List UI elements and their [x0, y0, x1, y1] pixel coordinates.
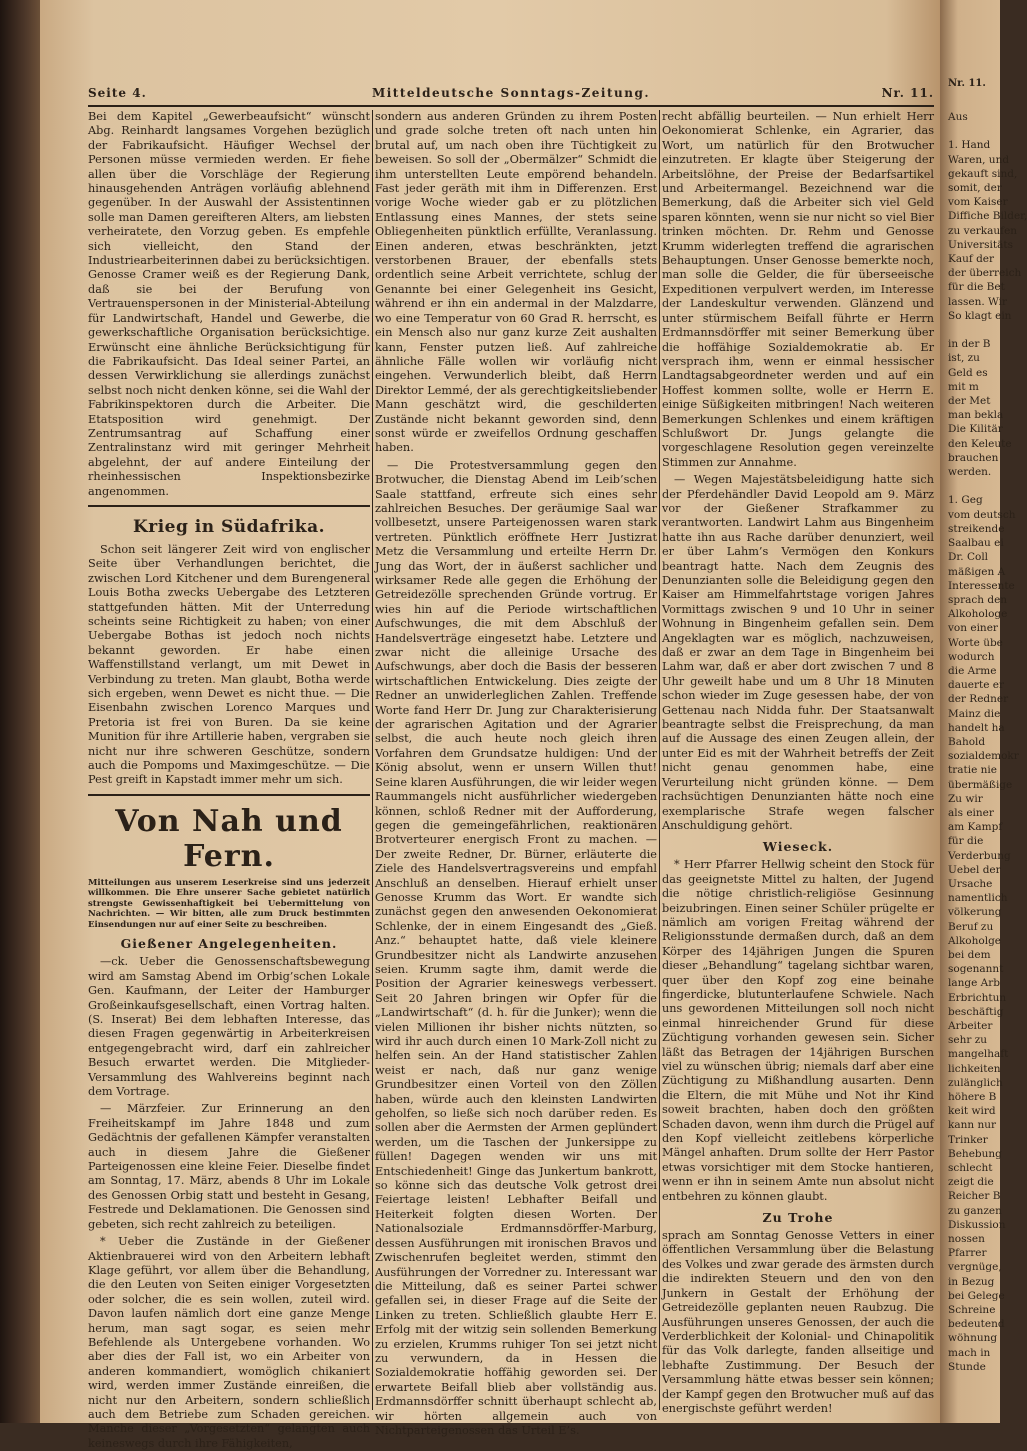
article-text: sprach am Sonntag Genosse Vetters in einer öffentlichen Versammlung über die Belastung des Volkes und zwar gerade des ärmsten durch die indirekten Steuern und den von den Junkern in Gestalt der Erhöhung der Getreidezölle geplanten neuen Raubzug. Die Ausführungen unseres Genossen, der auch die Verderblichkeit der Kolonial- und Chinapolitik für das Volk darlegte, fanden allseitige und lebhafte Zustimmung. Der Besuch der Versammlung hätte etwas besser sein können; der Kampf gegen den Brotwucher muß auf das energischste geführt werden!: [662, 1229, 934, 1415]
column-divider: [372, 110, 373, 1410]
section-rule: [88, 794, 370, 796]
subheading-giessen: Gießener Angelegenheiten.: [120, 936, 338, 952]
article-text: * Herr Pfarrer Hellwig scheint den Stock für das geeignetste Mittel zu halten, der Jugend die nötige christlich-religiöse Gesinnung beizubringen. Einen seiner Schüler prügelte er nämlich am vorigen Freitag während der Religionsstunde dermaßen durch, daß an dem Körper des 14jährigen Jungen die Spuren dieser „Behandlung“ tagelang sichtbar waren, quer über den Kopf zog eine beinahe fingerdicke, blutunterlaufene Schwiele. Nach uns gewordenen Mitteilungen soll noch nicht einmal hinreichender Grund für diese Züchtigung vorhanden gewesen sein. Sicher läßt das Betragen der 14jährigen Burschen viel zu wünschen übrig; niemals darf aber eine Züchtigung zu Mißhandlung ausarten. Denn die Eltern, die mit Mühe und Not ihr Kind soweit brachten, haben doch den größten Schaden davon, wenn ihm durch die Prügel auf den Kopf vielleicht zeitlebens körperliche Mängel anhaften. Drum sollte der Herr Pastor etwas vorsichtiger mit dem Stocke hantieren, wenn er ihn in seinem Amte nun absolut nicht entbehren zu können glaubt.: [662, 858, 934, 1203]
article-text: Bei dem Kapitel „Gewerbeaufsicht“ wünscht Abg. Reinhardt langsames Vorgehen bezüglich der Fabrikaufsicht. Häufiger Wechsel der Personen müsse vermieden werden. Er fiehe allen über die Vorschläge der Regierung hinausgehenden Anträgen vorläufig ablehnend gegenüber. In der Auswahl der Assistentinnen solle man Damen gereifteren Alters, am liebsten verheiratete, den Vorzug geben. Es empfehle sich vielleicht, den Stand der Industriearbeiterinnen dabei zu berücksichtigen. Genosse Cramer weiß es der Regierung Dank, daß sie bei der Berufung von Vertrauenspersonen in der Ministerial-Abteilung für Landwirtschaft, Handel und Gewerbe, die gewerkschaftliche Organisation berücksichtige. Erwünscht eine ähnliche Berücksichtigung für die Fabrikaufsicht. Das Ideal seiner Partei, an dessen Verwirklichung sie allerdings zunächst selbst noch nicht denken könne, sei die Wahl der Fabrikinspektoren durch die Arbeiter. Die Etatsposition wird genehmigt. Der Zentrumsantrag auf Schaffung einer Zentralinstanz wird mit geringer Mehrheit abgelehnt, der auf andere Einteilung der rheinhessischen Inspektionsbezirke angenommen.: [88, 110, 370, 498]
column-divider: [659, 110, 660, 1410]
issue-number: Nr. 11.: [881, 86, 934, 100]
header-rule: [88, 105, 934, 107]
article-text: — Wegen Majestätsbeleidigung hatte sich der Pferdehändler David Leopold am 9. März vor der Gießener Strafkammer zu verantworten. Landwirt Lahm aus Bingenheim hatte ihn aus Rache darüber denunziert, weil er über Lahm’s Vermögen den Konkurs beantragt hatte. Nach dem Zeugnis des Denunzianten solle die Beleidigung gegen den Kaiser am Himmelfahrtstage vorigen Jahres Vormittags zwischen 9 und 10 Uhr in seiner Wohnung in Bingenheim gefallen sein. Dem Angeklagten war es möglich, nachzuweisen, daß er zwar an dem Tage in Bingenheim bei Lahm war, daß er aber dort zwischen 7 und 8 Uhr geweilt habe und um 8 Uhr 18 Minuten schon wieder im Zuge gesessen habe, der von Gettenau nach Nidda fuhr. Der Staatsanwalt beantragte selbst die Freisprechung, da man auf die Aussage des einen Zeugen allein, der unter Eid es mit der Wahrheit betreffs der Zeit nicht genau genommen habe, eine Verurteilung nicht gründen könne. — Dem rachsüchtigen Denunzianten hätte noch eine exemplarische Strafe wegen falscher Anschuldigung gehört.: [662, 473, 934, 832]
column-2: [375, 110, 657, 1437]
newspaper-title: Mitteldeutsche Sonntags-Zeitung.: [371, 86, 651, 100]
book-spine: [0, 0, 40, 1423]
page-number: Seite 4.: [88, 86, 147, 100]
section-heading-von-nah-und-fern: Von Nah und Fern.: [115, 803, 343, 874]
article-text: recht abfällig beurteilen. — Nun erhielt Herr Oekonomierat Schlenke, ein Agrarier, das Wort, um natürlich für den Brotwucher einzutreten. Er klagte über Steigerung der Arbeitslöhne, der Preise der Bedarfsartikel und Arbeitermangel. Bezeichnend war die Bemerkung, daß die Arbeiter sich viel Geld sparen könnten, wenn sie nur nicht so viel Bier trinken möchten. Dr. Rehm und Genosse Krumm widerlegten treffend die agrarischen Behauptungen. Unser Genosse bemerkte noch, man solle die Gelder, die für überseeische Expeditionen verpulvert werden, im Interesse der Landeskultur verwenden. Glänzend und unter stürmischem Beifall führte er Herrn Erdmannsdörffer mit seiner Bemerkung über die hoffähige Sozialdemokratie ab. Er versprach ihm, wenn er einmal hessischer Landtagsabgeordneter werden und auf ein Hoffest kommen sollte, wolle er Herrn E. einige Süßigkeiten mitbringen! Nach weiteren Bemerkungen Schlenkes und einem kräftigen Schlußwort Dr. Jungs gelangte die vorgeschlagene Resolution gegen vereinzelte Stimmen zur Annahme.: [662, 110, 934, 469]
editorial-note: Mitteilungen aus unserem Leserkreise sind uns jederzeit willkommen. Die Ehre unserer Sache gebietet natürlich strengste Gewissenhaftigkeit bei Uebermittelung von Nachrichten. — Wir bitten, alle zum Druck bestimmten Einsendungen nur auf einer Seite zu beschreiben.: [88, 877, 370, 930]
column-1: [88, 110, 370, 1450]
article-text: sondern aus anderen Gründen zu ihrem Posten und grade solche treten oft nach unten hin brutal auf, um nach oben ihre Tüchtigkeit zu beweisen. So soll der „Obermälzer“ Schmidt die ihm unterstellten Leute empörend behandeln. Fast jeder geräth mit ihm in Differenzen. Erst vorige Woche wieder gab er zu plötzlichen Entlassung eines Mannes, der stets seine Obliegenheiten pünktlich erfüllte, Veranlassung. Einen anderen, etwas beschränkten, jetzt verstorbenen Brauer, der ebenfalls stets ordentlich seine Arbeit verrichtete, schlug der Genannte bei einer Gelegenheit ins Gesicht, während er ihn ein andermal in der Malzdarre, wo eine Temperatur von 60 Grad R. herrscht, es ein Mensch also nur ganz kurze Zeit aushalten kann, Fenster putzen ließ. Auf zahlreiche ähnliche Fälle wollen wir vorläufig nicht eingehen. Verwunderlich bleibt, daß Herrn Direktor Lemmé, der als gerechtigkeitsliebender Mann geschätzt wird, die geschilderten Zustände nicht bekannt geworden sind, denn sonst würde er zweifellos Ordnung geschaffen haben.: [375, 110, 657, 455]
column-3: [662, 110, 934, 1415]
page-header: [88, 86, 934, 106]
section-rule: [88, 505, 370, 507]
section-heading-krieg: Krieg in Südafrika.: [132, 516, 326, 537]
article-text: — Die Protestversammlung gegen den Brotwucher, die Dienstag Abend im Leib’schen Saale stattfand, erfreute sich eines sehr zahlreichen Besuches. Der geräumige Saal war vollbesetzt, unsere Parteigenossen waren stark vertreten. Pünktlich eröffnete Herr Justizrat Metz die Versammlung und erteilte Herrn Dr. Jung das Wort, der in äußerst sachlicher und wirksamer Rede alle gegen die Erhöhung der Getreidezölle sprechenden Gründe vortrug. Er wies hin auf die Periode wirtschaftlichen Aufschwunges, die mit dem Abschluß der Handelsverträge eingesetzt habe. Letztere und zwar nicht die alleinige Ursache des Aufschwungs, aber doch die Basis der besseren wirtschaftlichen Entwickelung. Dies zeigte der Redner an unwiderleglichen Zahlen. Treffende Worte fand Herr Dr. Jung zur Charakterisierung der agrarischen Agitation und der Agrarier selbst, die auch heute noch gleich ihren Vorfahren dem Grundsatze huldigen: Und der König absolut, wenn er unsern Willen thut! Seine klaren Ausführungen, die wir leider wegen Raummangels nicht ausführlicher wiedergeben können, schloß Redner mit der Aufforderung, gegen die gemeingefährlichen, reaktionären Brotverteurer energisch Front zu machen. — Der zweite Redner, Dr. Bürner, erläuterte die Ziele des Handelsvertragsvereins und empfahl Anschluß an denselben. Hierauf erhielt unser Genosse Krumm das Wort. Er wandte sich zunächst gegen den anwesenden Oekonomierat Schlenke, der in einem Eingesandt des „Gieß. Anz.“ behauptet hatte, daß viele kleinere Grundbesitzer nicht als Landwirte anzusehen seien. Krumm sagte ihm, damit werde die Position der Agrarier keineswegs verbessert. Seit 20 Jahren bringen wir Opfer für die „Landwirtschaft“ (d. h. für die Junker); wenn die vielen Millionen ihr bisher nichts nützten, so wird ihr auch durch einen 10 Mark-Zoll nicht zu helfen sein. An der Hand statistischer Zahlen weist er nach, daß nur ganz wenige Grundbesitzer einen Vorteil von den Zöllen haben, würde auch den kleinsten Landwirten geholfen, so ließe sich noch darüber reden. Es sollen aber die Aermsten der Armen geplündert werden, um die Taschen der Junkersippe zu füllen! Dagegen wenden wir uns mit Entschiedenheit! Ginge das Junkertum bankrott, so könne sich das deutsche Volk getrost drei Feiertage leisten! Lebhafter Beifall und Heiterkeit folgten diesen Worten. Der Nationalsoziale Erdmannsdörffer-Marburg, dessen Ausführungen mit ironischen Bravos und Zwischenrufen begleitet werden, stimmt den Ausführungen der Vorredner zu. Interessant war die Mitteilung, daß es seiner Partei schwer gefallen sei, in dieser Frage auf die Seite der Linken zu treten. Schließlich glaubte Herr E. Erfolg mit der witzig sein sollenden Bemerkung zu erzielen, Krumms ruhiger Ton sei jetzt nicht zu verwundern, da in Hessen die Sozialdemokratie hoffähig geworden sei. Der erwartete Beifall blieb aber vollständig aus. Erdmannsdörffer schnitt überhaupt schlecht ab, wir hörten allgemein auch von Nichtparteigenossen das Urteil E’s.: [375, 458, 657, 1437]
subheading-trohe: Zu Trohe: [762, 1210, 834, 1226]
article-text: Schon seit längerer Zeit wird von englischer Seite über Verhandlungen berichtet, die zwischen Lord Kitchener und dem Burengeneral Louis Botha zwecks Uebergabe des Letzteren stattgefunden hätten. Mit der Unterredung scheints seine Richtigkeit zu haben; von einer Uebergabe Bothas ist jedoch noch nichts bekannt geworden. Er habe einen Waffenstillstand verlangt, um mit Dewet in Verbindung zu treten. Man glaubt, Botha werde sich ergeben, wenn Dewet es nicht thue. — Die Eisenbahn zwischen Lorenco Marques und Pretoria ist frei von Buren. Da sie keine Munition für ihre Artillerie haben, vergraben sie nicht nur ihre schweren Geschütze, sondern auch die Pompoms und Maximgeschütze. — Die Pest greift in Kapstadt immer mehr um sich.: [88, 542, 370, 787]
subheading-wieseck: Wieseck.: [762, 839, 834, 855]
article-text: — Märzfeier. Zur Erinnerung an den Freiheitskampf im Jahre 1848 und zum Gedächtnis der gefallenen Kämpfer veranstalten auch in diesem Jahre die Gießener Parteigenossen eine kleine Feier. Dieselbe findet am Sonntag, 17. März, abends 8 Uhr im Lokale des Genossen Orbig statt und besteht in Gesang, Festrede und Deklamationen. Die Genossen sind gebeten, sich recht zahlreich zu beteiligen.: [88, 1102, 370, 1231]
article-text: * Ueber die Zustände in der Gießener Aktienbrauerei wird von den Arbeitern lebhaft Klage geführt, vor allem über die Behandlung, die den Leuten von Seiten einiger Vorgesetzten oder solcher, die es sein wollen, zuteil wird. Davon laufen nämlich dort eine ganze Menge herum, man sagt sogar, es seien mehr Befehlende als Untergebene vorhanden. Wo aber dies der Fall ist, wo ein Arbeiter von anderen kommandiert, womöglich chikaniert wird, werden immer Zustände einreißen, die nicht nur den Arbeitern, sondern schließlich auch dem Betriebe zum Schaden gereichen. Manche dieser „Vorgesetzten“ gelangten auch keineswegs durch ihre Fähigkeiten,: [88, 1235, 370, 1450]
adjacent-page-text: Aus 1. Hand Waren, und gekauft sind, somit, der vom Kaiser Diffiche Bilder, zu verkaufen Universitäts Kauf der der überreich für die Bet lassen. Wir So klagt ein in der B ist, zu Geld es mit m der Met man bekla Die Kilitär den Keleute brauchen werden. 1. Geg vom deutsch streikende Saalbau ei Dr. Coll mäßigen A Interessente sprach den Alkohologe von einer Worte übe wodurch die Arme dauerte er der Redner Mainz die handelt ha Bahold sozialdemokr tratie nie übermäßige Zu wir als einer am Kampf für die Verderbung Uebel der Ursache namentlich völkerung Beruf zu Alkoholge bei dem sogenannt lange Arb Erbrichtun beschäftig Arbeiter sehr zu mangelhaft lichkeiten zulänglich höhere B keit wird kann nur Trinker Behebung schlecht zeigt die Reicher B zu ganzen Diskussion nossen Pfarrer vergnüge, in Bezug bei Gelege Schreine bedeutend wöhnung mach in Stunde: [948, 111, 1027, 1373]
adjacent-page-header: Nr. 11.: [948, 78, 986, 89]
article-text: —ck. Ueber die Genossenschaftsbewegung wird am Samstag Abend im Orbig’schen Lokale Gen. Kaufmann, der Leiter der Hamburger Großeinkaufsgesellschaft, einen Vortrag halten. (S. Inserat) Bei dem lebhaften Interesse, das diesen Fragen gegenwärtig in Arbeiterkreisen entgegengebracht wird, darf ein zahlreicher Besuch erwartet werden. Die Mitglieder-Versammlung des Wahlvereins beginnt nach dem Vortrage.: [88, 955, 370, 1099]
adjacent-page-edge: [940, 0, 1027, 1423]
